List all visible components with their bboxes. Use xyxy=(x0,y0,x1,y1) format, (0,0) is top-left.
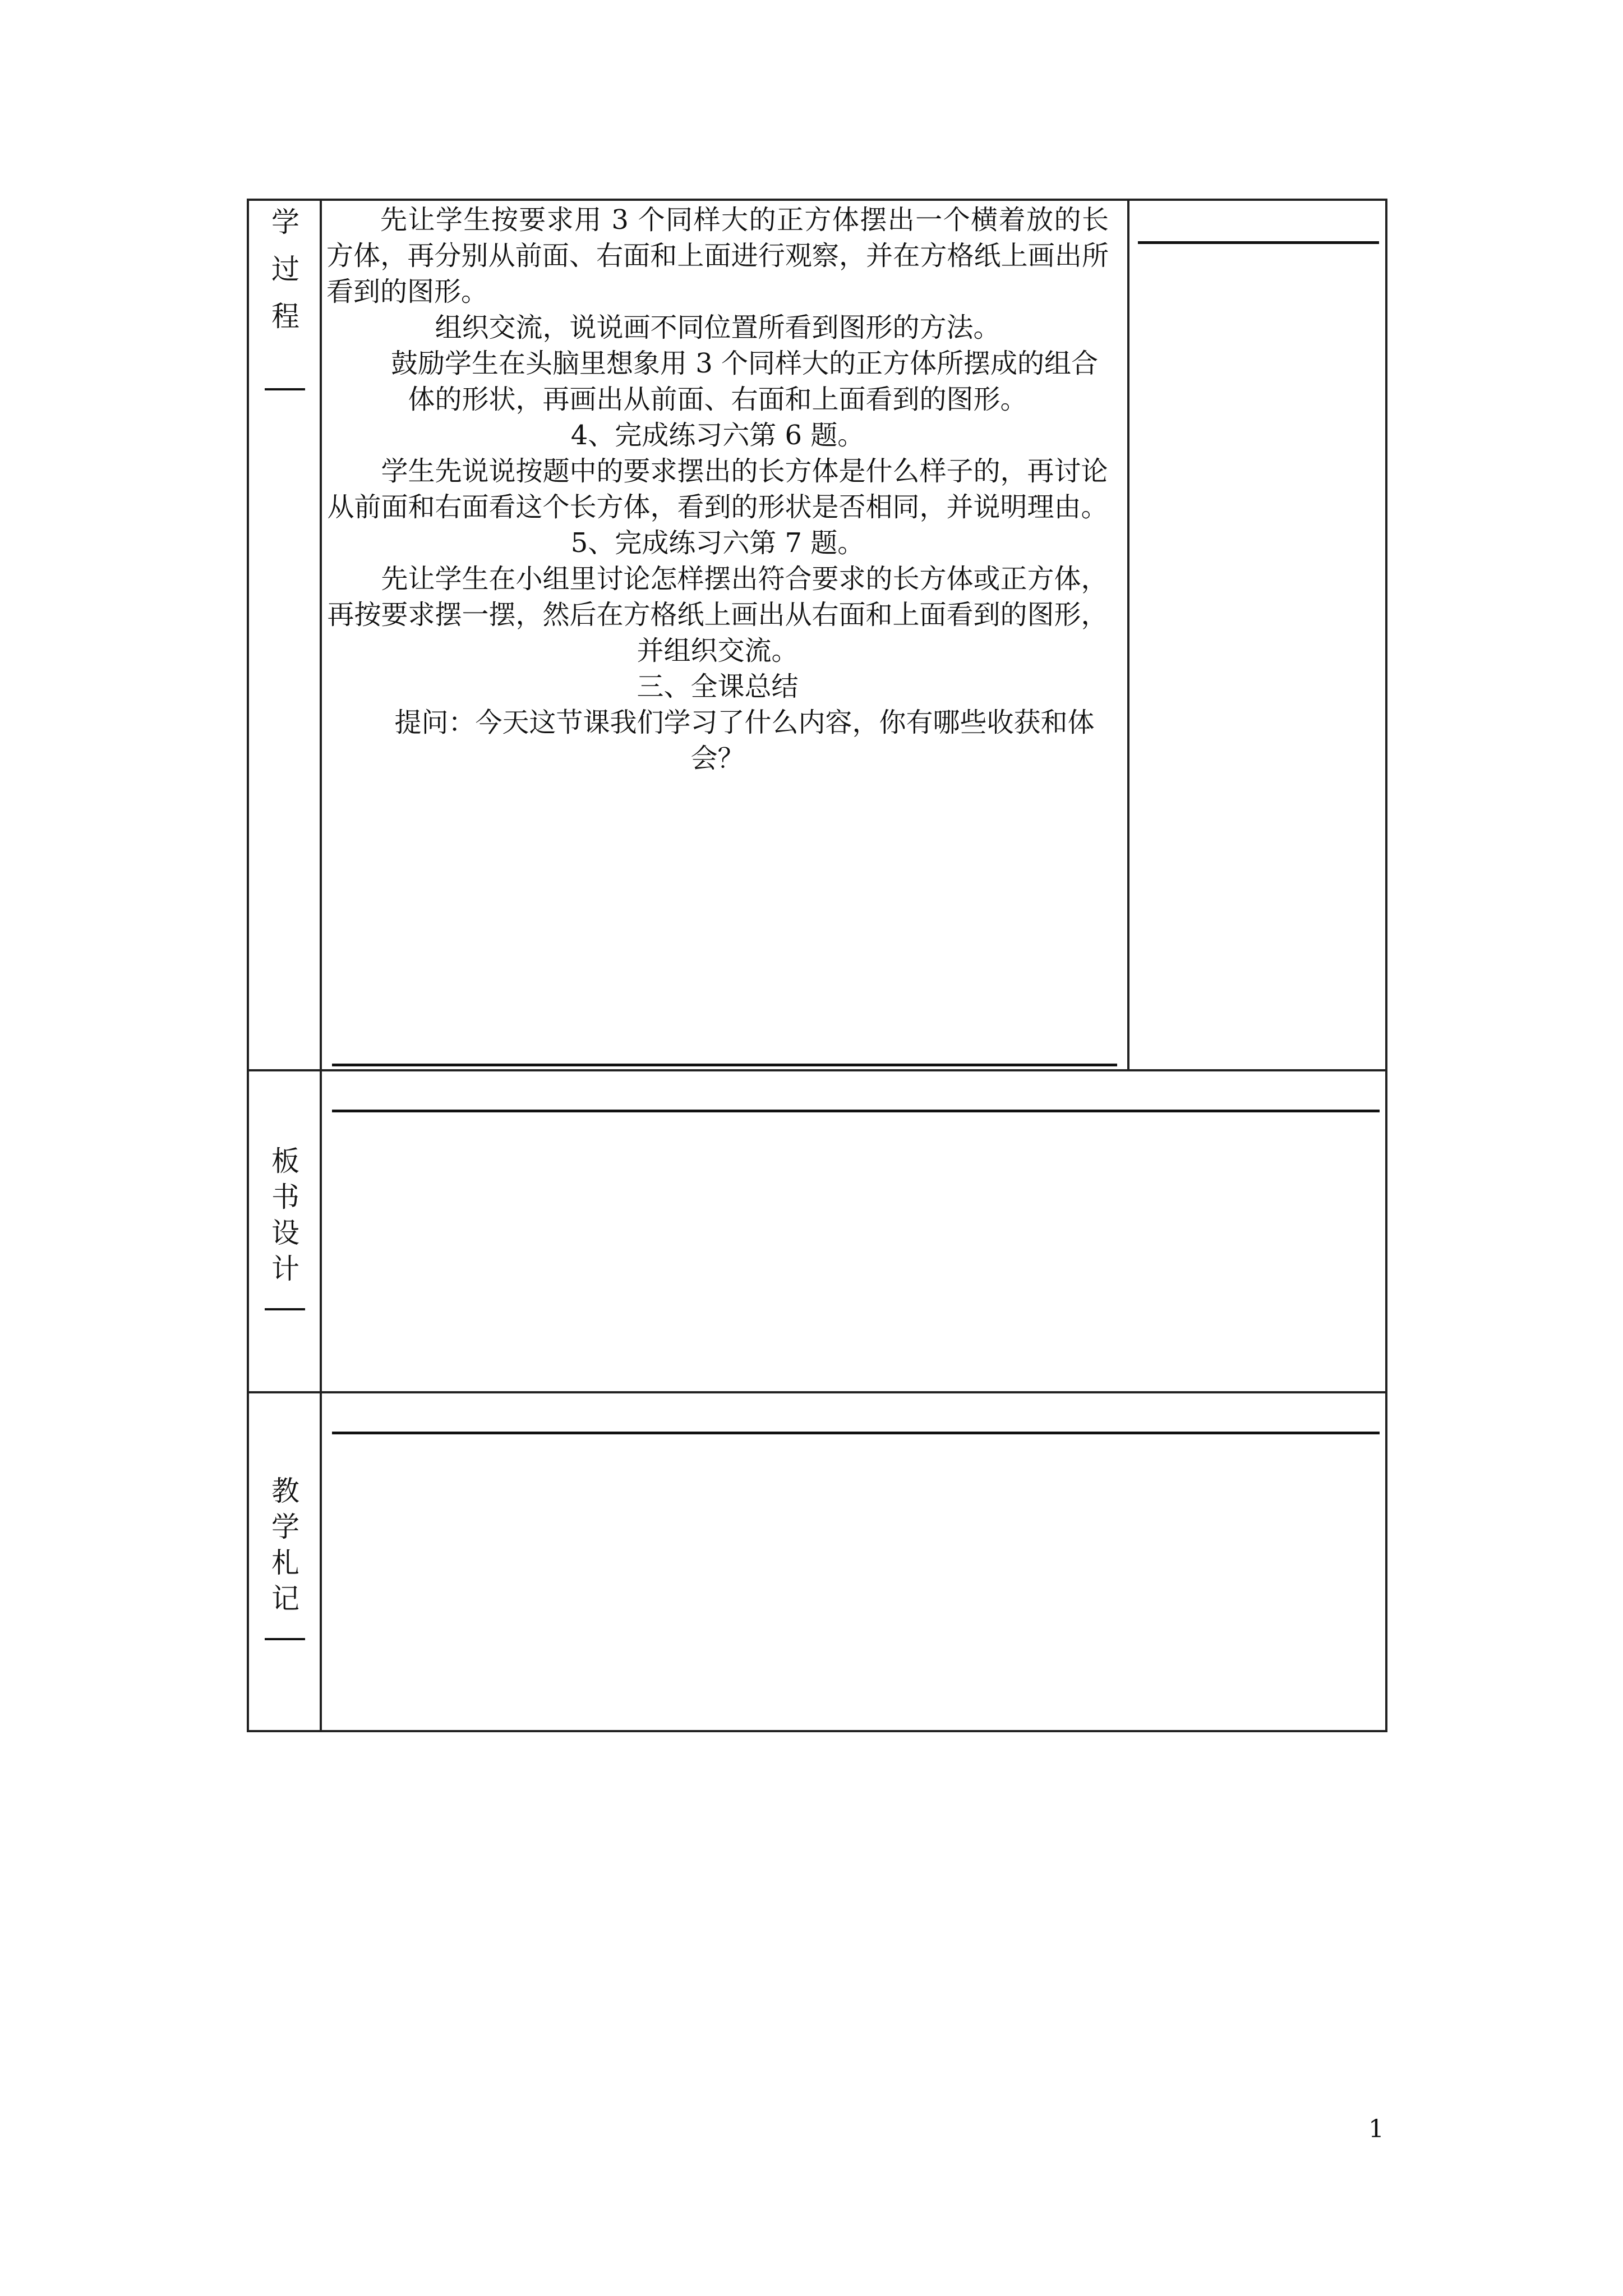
process-label xyxy=(249,204,322,334)
board-design-rule xyxy=(332,1110,1380,1112)
teaching-notes-label xyxy=(249,1473,322,1617)
row-divider-1 xyxy=(249,1069,1385,1071)
process-paragraph: 学生先说说按题中的要求摆出的长方体是什么样子的，再讨论从前面和右面看这个长方体，看到的形状是否相同，并说明理由。 xyxy=(327,455,1108,523)
teaching-notes-label-char: 学 xyxy=(271,1511,299,1543)
process-paragraph: 先让学生在小组里讨论怎样摆出符合要求的长方体或正方体，再按要求摆一摆，然后在方格纸上画出从右面和上面看到的图形，并组织交流。 xyxy=(327,563,1108,666)
board-design-label xyxy=(249,1143,322,1287)
board-design-label-char: 板 xyxy=(271,1145,299,1177)
page-number: 1 xyxy=(1368,2115,1384,2143)
process-paragraph: 4、完成练习六第 6 题。 xyxy=(570,420,865,451)
process-paragraph: 三、全课总结 xyxy=(637,671,799,702)
teaching-notes-rule xyxy=(332,1432,1380,1434)
teaching-notes-label-underline xyxy=(265,1638,305,1640)
process-content xyxy=(326,202,1109,776)
board-design-label-char: 书 xyxy=(271,1181,299,1213)
notes-column-divider xyxy=(1127,201,1129,1069)
process-paragraph: 先让学生按要求用 3 个同样大的正方体摆出一个横着放的长方体，再分别从前面、右面和上面进行观察，并在方格纸上画出所看到的图形。 xyxy=(326,204,1109,307)
process-paragraph: 鼓励学生在头脑里想象用 3 个同样大的正方体所摆成的组合体的形状，再画出从前面、右面和上面看到的图形。 xyxy=(390,348,1099,415)
board-design-label-char: 设 xyxy=(271,1217,299,1249)
process-label-char: 学 xyxy=(271,206,299,238)
row-divider-2 xyxy=(249,1391,1385,1393)
process-paragraph: 提问：今天这节课我们学习了什么内容，你有哪些收获和体会？ xyxy=(394,707,1095,774)
process-paragraph: 5、完成练习六第 7 题。 xyxy=(570,527,865,559)
process-label-underline xyxy=(265,388,305,390)
board-design-label-underline xyxy=(265,1308,305,1310)
teaching-notes-label-char: 札 xyxy=(271,1547,299,1579)
process-bottom-rule xyxy=(332,1064,1117,1066)
board-design-label-char: 计 xyxy=(271,1253,299,1285)
teaching-notes-label-char: 教 xyxy=(271,1475,299,1507)
notes-column-rule xyxy=(1138,241,1379,244)
process-label-char: 过 xyxy=(271,253,299,286)
lesson-plan-table xyxy=(247,199,1387,1732)
teaching-notes-label-char: 记 xyxy=(271,1582,299,1615)
process-paragraph: 组织交流，说说画不同位置所看到图形的方法。 xyxy=(435,312,1000,343)
process-label-char: 程 xyxy=(271,300,299,333)
